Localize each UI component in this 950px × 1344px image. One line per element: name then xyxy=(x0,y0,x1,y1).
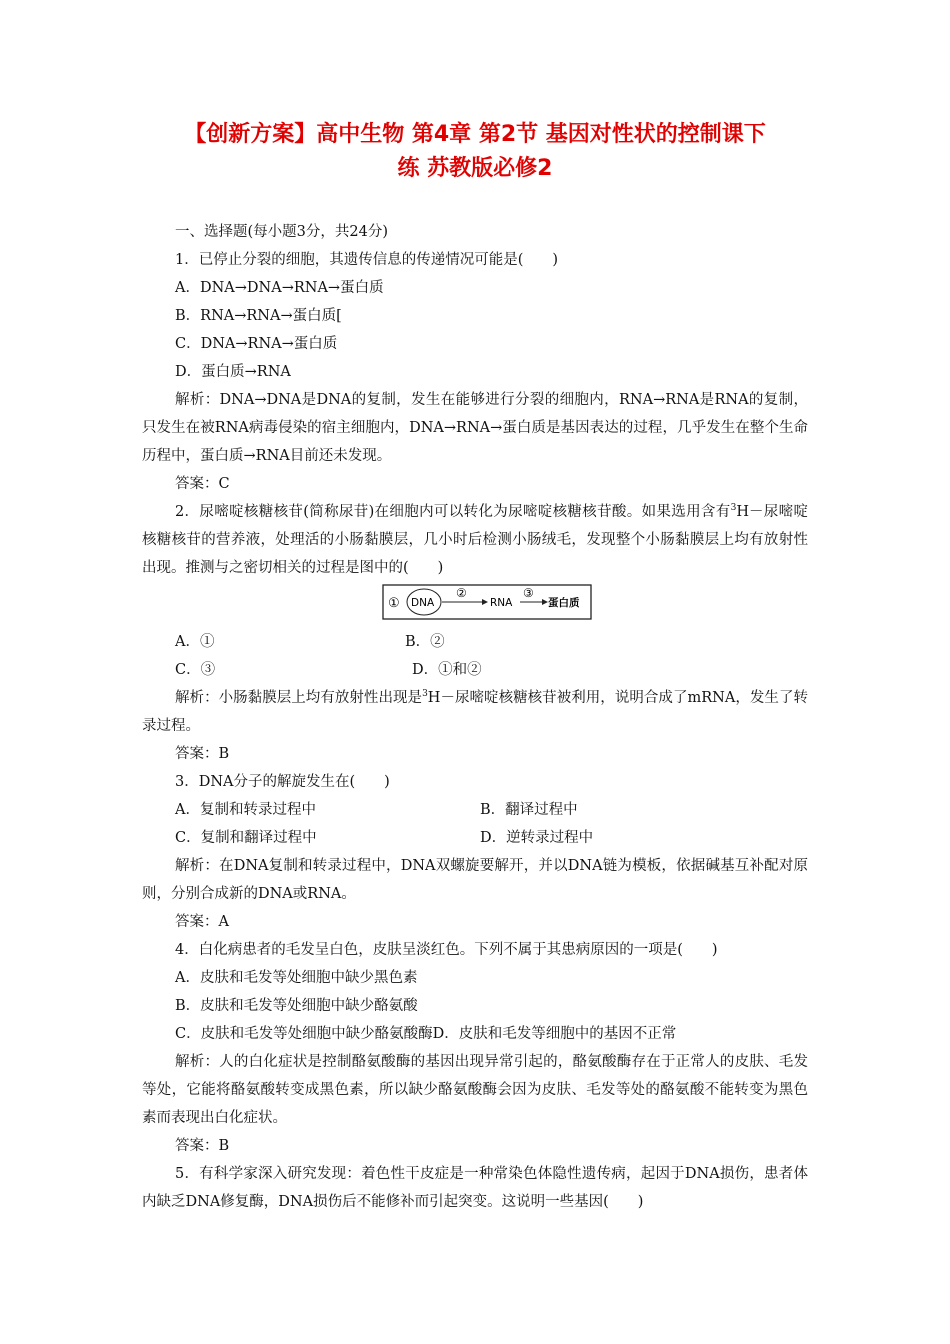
q2-stem-superscript: 3 xyxy=(730,503,737,514)
diagram-label-dna: DNA xyxy=(411,597,435,609)
q3-options-row-2 xyxy=(142,824,808,852)
arrow-transcription-head xyxy=(482,599,488,605)
q1-option-b: B．RNA→RNA→蛋白质[ xyxy=(175,308,342,324)
q5-stem: 5．有科学家深入研究发现：着色性干皮症是一种常染色体隐性遗传病，起因于DNA损伤，患者体内缺乏DNA修复酶，DNA损伤后不能修补而引起突变。这说明一些基因( ) xyxy=(142,1166,808,1210)
q4-answer: 答案：B xyxy=(175,1138,230,1154)
q2-analysis-part1: 解析：小肠黏膜层上均有放射性出现是 xyxy=(175,690,423,706)
q4-analysis: 解析：人的白化症状是控制酪氨酸酶的基因出现异常引起的，酪氨酸酶存在于正常人的皮肤、毛发等处，它能将酪氨酸转变成黑色素，所以缺少酪氨酸酶会因为皮肤、毛发等处的酪氨酸不能转变为黑色素而表现出白化症状。 xyxy=(142,1054,808,1126)
diagram-label-2: ② xyxy=(456,586,467,600)
q2-stem-part2: H－尿嘧啶核糖核苷的营养液，处理活的小肠黏膜层，几小时后检测小肠绒毛，发现整个小肠黏膜层上均有放射性出现。推测与之密切相关的过程是图中的( ) xyxy=(142,504,808,576)
section-heading: 一、选择题(每小题3分，共24分) xyxy=(175,224,388,240)
q4-option-cd: C．皮肤和毛发等处细胞中缺少酪氨酸酶D．皮肤和毛发等细胞中的基因不正常 xyxy=(175,1026,677,1042)
document-title xyxy=(130,118,820,186)
q1-option-d: D．蛋白质→RNA xyxy=(175,364,291,380)
title-line-2: 练 苏教版必修2 xyxy=(397,156,553,181)
diagram-label-3: ③ xyxy=(523,586,534,600)
process-diagram xyxy=(142,584,808,624)
q4-option-a: A．皮肤和毛发等处细胞中缺少黑色素 xyxy=(175,970,418,986)
q3-option-a: A．复制和转录过程中 xyxy=(175,802,316,818)
q1-answer: 答案：C xyxy=(175,476,230,492)
q2-option-b: B．② xyxy=(405,634,445,650)
q2-analysis xyxy=(142,684,808,740)
q3-option-b: B．翻译过程中 xyxy=(480,802,578,818)
diagram-label-protein: 蛋白质 xyxy=(548,597,580,609)
q3-options-row-1 xyxy=(142,796,808,824)
q3-option-d: D．逆转录过程中 xyxy=(480,830,594,846)
q2-analysis-superscript: 3 xyxy=(422,689,428,700)
q2-stem xyxy=(142,498,808,582)
document-body xyxy=(142,218,808,1216)
q2-option-a: A．① xyxy=(175,634,215,650)
process-diagram-svg xyxy=(382,584,592,620)
diagram-label-rna: RNA xyxy=(490,597,513,609)
q2-answer: 答案：B xyxy=(175,746,230,762)
title-line-1: 【创新方案】高中生物 第4章 第2节 基因对性状的控制课下 xyxy=(184,122,766,147)
q4-option-b: B．皮肤和毛发等处细胞中缺少酪氨酸 xyxy=(175,998,418,1014)
q2-options-row-1 xyxy=(142,628,808,656)
q2-analysis-part2: H－尿嘧啶核糖核苷被利用，说明合成了mRNA，发生了转录过程。 xyxy=(142,690,808,734)
q1-option-c: C．DNA→RNA→蛋白质 xyxy=(175,336,338,352)
q4-stem: 4．白化病患者的毛发呈白色，皮肤呈淡红色。下列不属于其患病原因的一项是( ) xyxy=(175,942,718,958)
q1-analysis: 解析：DNA→DNA是DNA的复制，发生在能够进行分裂的细胞内，RNA→RNA是RNA的复制，只发生在被RNA病毒侵染的宿主细胞内，DNA→RNA→蛋白质是基因表达的过程，几乎发生在整个生命历程中，蛋白质→RNA目前还未发现。 xyxy=(142,392,808,464)
q3-answer: 答案：A xyxy=(175,914,229,930)
q2-options-row-2 xyxy=(142,656,808,684)
q3-analysis: 解析：在DNA复制和转录过程中，DNA双螺旋要解开，并以DNA链为模板，依据碱基互补配对原则，分别合成新的DNA或RNA。 xyxy=(142,858,808,902)
q2-stem-part1: 2．尿嘧啶核糖核苷(简称尿苷)在细胞内可以转化为尿嘧啶核糖核苷酸。如果选用含有 xyxy=(175,504,731,520)
q3-option-c: C．复制和翻译过程中 xyxy=(175,830,317,846)
q2-option-d: D．①和② xyxy=(412,662,482,678)
q3-stem: 3．DNA分子的解旋发生在( ) xyxy=(175,774,390,790)
diagram-label-1: ① xyxy=(388,596,400,611)
q2-option-c: C．③ xyxy=(175,662,216,678)
q1-stem: 1．已停止分裂的细胞，其遗传信息的传递情况可能是( ) xyxy=(175,252,559,268)
q1-option-a: A．DNA→DNA→RNA→蛋白质 xyxy=(175,280,384,296)
